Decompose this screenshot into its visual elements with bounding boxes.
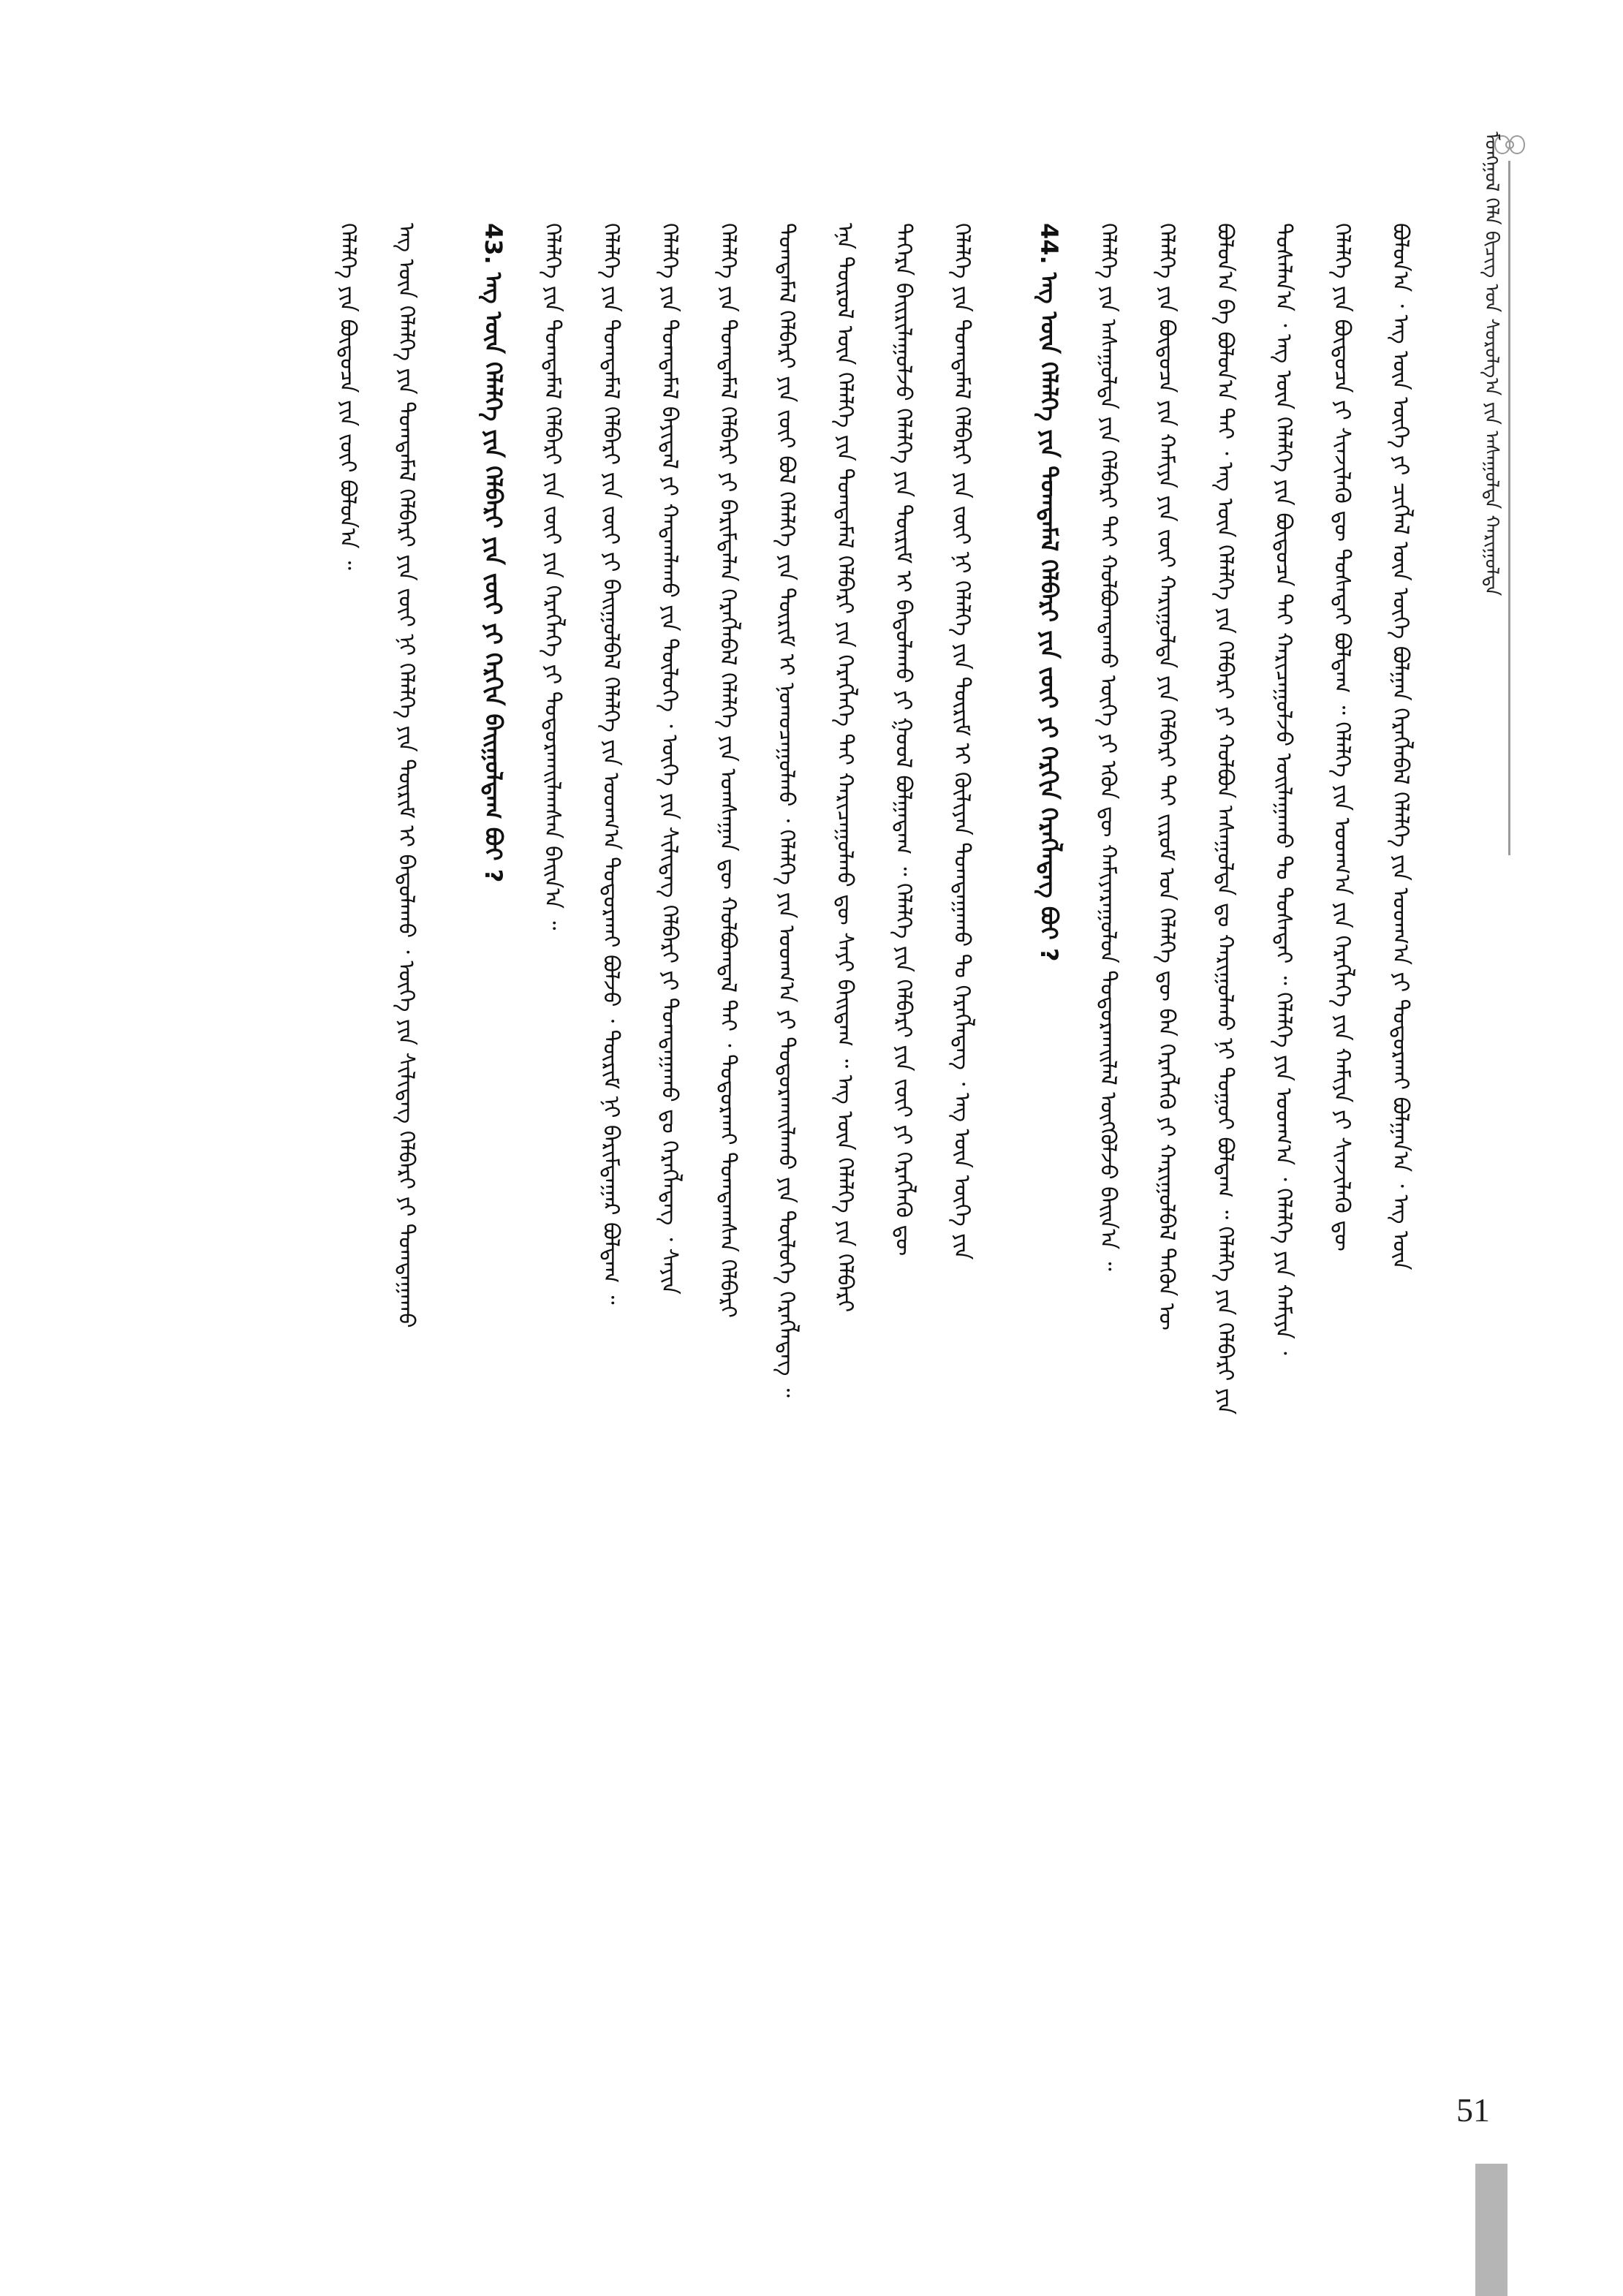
paragraph-line: ᠪᠣᠯᠤᠨ᠎ᠠ ᠂ ᠡᠩ ᠦᠨ ᠦᠭᠡ ᠶᠢ ᠴᠢᠭᠯᠡᠯ ᠦᠨ ᠦᠭᠡ ᠪᠣᠯᠭᠠᠨ ᠬᠡᠷᠡᠭᠯᠡᠪᠡᠯ ᠬᠡᠯᠡᠯᠭᠡ ᠶᠢᠨ ᠤᠳᠬ᠎ᠠ ᠶᠢ ᠲᠣᠳᠤᠷᠬᠠᠢ ᠪᠣᠯᠭᠠᠨ᠎ᠠ ᠂ ᠡᠩ ᠦᠨ xyxy=(1388,223,1413,1270)
paragraph-line: ᠬᠡᠯᠡᠯᠭᠡ ᠶᠢᠨ ᠲᠣᠭᠲᠠᠮᠠᠯ ᠬᠡᠯᠪᠡᠷᠢ ᠶᠢ ᠪᠠᠷᠢᠮᠲᠠᠯᠠᠨ ᠬᠡᠷᠡᠭᠯᠡᠪᠡᠯ ᠬᠡᠯᠡᠯᠭᠡ ᠶᠢᠨ ᠤᠭᠰᠠᠭᠠᠨ ᠳᠦ ᠬᠣᠯᠪᠣᠭᠳᠠᠯ ᠲᠡᠢ ᠂ ᠲᠣᠳᠤᠷᠬᠠᠢ ᠲᠣᠭᠲᠠᠭᠰᠠᠨ ᠬᠡᠯᠪᠡᠷᠢ xyxy=(715,223,741,1318)
paragraph-line: ᠬᠡᠯᠡᠯᠭᠡ ᠶᠢᠨ ᠪᠦᠲᠦᠴᠡ ᠶᠢᠨ ᠵᠦᠢ ᠪᠣᠯᠤᠨ᠎ᠠ ᠃ xyxy=(335,223,360,570)
spacer xyxy=(991,223,1020,2123)
paragraph-line: ᠬᠡᠯᠡᠯᠭᠡ ᠶᠢᠨ ᠲᠣᠭᠲᠠᠮᠠᠯ ᠬᠡᠯᠪᠡᠷᠢ ᠶᠢᠨ ᠵᠦᠢ ᠨᠢ ᠬᠡᠯᠡᠯᠭᠡ ᠶᠢᠨ ᠳᠦᠷᠢᠮ ᠢ ᠬᠦᠯᠢᠶᠡᠨ ᠲᠣᠭᠲᠠᠭᠠᠬᠤ ᠲᠤ ᠬᠡᠷᠡᠭᠯᠡᠳᠡᠭ ᠂ ᠡᠩ ᠦᠨ ᠦᠭᠡ ᠶᠢᠨ xyxy=(949,223,975,1260)
paragraph-line: ᠬᠡᠯᠡᠯᠭᠡ ᠶᠢᠨ ᠲᠣᠭᠲᠠᠮᠠᠯ ᠬᠡᠯᠪᠡᠷᠢ ᠶᠢᠨ ᠵᠦᠢ ᠶᠢ ᠪᠠᠢᠭᠤᠯᠪᠠᠯ ᠬᠡᠯᠡᠯᠭᠡ ᠶᠢᠨ ᠤᠳᠬ᠎ᠠ ᠲᠣᠳᠤᠷᠬᠠᠢ ᠪᠣᠯᠵᠤ ᠂ ᠳᠦᠷᠢᠮ ᠨᠢ ᠪᠠᠷᠢᠮᠲᠠᠭᠠᠷ ᠪᠣᠯᠳᠠᠭ ᠃ xyxy=(598,223,624,1305)
section-heading-43: 43. ᠡᠩ ᠦᠨ ᠬᠡᠯᠡᠯᠭᠡ ᠶᠢᠨ ᠬᠡᠯᠪᠡᠷᠢ ᠶᠢᠨ ᠵᠦᠢ ᠶᠢ ᠬᠡᠷᠬᠢᠨ ᠪᠠᠢᠭᠤᠯᠳᠠᠭ ᠪᠤᠢ ? xyxy=(480,223,507,883)
spacer xyxy=(435,223,464,2123)
paragraph-line: ᠪᠣᠯᠤᠨ᠎ᠠ ᠪᠠ ᠪᠣᠯᠤᠨ᠎ᠠ ᠲᠠᠢ ᠂ ᠡᠩ ᠦᠨ ᠬᠡᠯᠡᠯᠭᠡ ᠶᠢᠨ ᠬᠡᠯᠪᠡᠷᠢ ᠶᠢ ᠬᠣᠯᠪᠣᠨ ᠠᠰᠠᠭᠤᠯᠲᠠ ᠳᠤ ᠬᠠᠷᠢᠭᠤᠯᠬᠤ ᠨᠢ ᠳᠤᠭᠤᠢ ᠪᠣᠯᠳᠠᠭ ᠃ ᠬᠡᠯᠡᠯᠭᠡ ᠶᠢᠨ ᠬᠡᠯᠪᠡᠷᠢ ᠶᠢᠨ xyxy=(1212,223,1238,1415)
section-heading-44: 44. ᠡᠩ ᠦᠨ ᠬᠡᠯᠡᠯᠭᠡ ᠶᠢᠨ ᠲᠣᠭᠲᠠᠮᠠᠯ ᠬᠡᠯᠪᠡᠷᠢ ᠶᠢᠨ ᠵᠦᠢ ᠶᠢ ᠬᠡᠷᠬᠢᠨ ᠬᠡᠷᠡᠭᠯᠡᠳᠡᠭ ᠪᠤᠢ ? xyxy=(1035,223,1063,962)
paragraph-line: ᠬᠡᠯᠡᠯᠭᠡ ᠶᠢᠨ ᠲᠣᠭᠲᠠᠮᠠᠯ ᠪᠠᠶᠢᠳᠠᠯ ᠶᠢ ᠬᠠᠳᠠᠭᠯᠠᠬᠤ ᠶᠢᠨ ᠲᠥᠯᠥᠭᠡ ᠂ ᠦᠭᠡ ᠶᠢᠨ ᠰᠢᠯᠢᠳᠡᠭ ᠬᠡᠯᠪᠡᠷᠢ ᠶᠢ ᠲᠣᠭᠲᠠᠭᠠᠬᠤ ᠳᠤ ᠬᠡᠷᠡᠭᠯᠡᠳᠡᠭ ᠂ ᠰᠠᠶᠢᠨ xyxy=(657,223,682,1295)
text-block xyxy=(186,223,1429,2123)
paragraph-line: ᠬᠡᠯᠡᠯᠭᠡ ᠶᠢᠨ ᠪᠦᠲᠦᠴᠡ ᠶᠢ ᠰᠢᠨᠵᠢᠯᠡᠬᠦ ᠳᠦ ᠲᠤᠰᠠᠲᠠᠢ ᠪᠣᠯᠳᠠᠭ ᠃ ᠬᠡᠯᠡᠯᠭᠡ ᠶᠢᠨ ᠤᠳᠬ᠎ᠠ ᠶᠢᠨ ᠬᠡᠷᠡᠭᠯᠡᠭᠡ ᠶᠢᠨ ᠬᠠᠮᠢᠶᠠ ᠶᠢ ᠰᠢᠨᠵᠢᠯᠡᠬᠦ ᠳᠦ xyxy=(1329,223,1355,1251)
paragraph-line: ᠬᠡᠯᠡᠯᠭᠡ ᠶᠢᠨ ᠲᠣᠭᠲᠠᠮᠠᠯ ᠬᠡᠯᠪᠡᠷᠢ ᠶᠢᠨ ᠵᠦᠢ ᠶᠢᠨ ᠬᠡᠷᠡᠭᠯᠡᠭᠡ ᠶᠢ ᠲᠣᠳᠤᠷᠬᠠᠢᠯᠠᠭᠰᠠᠨ ᠪᠠᠢᠨ᠎ᠠ ᠃ xyxy=(540,223,565,931)
paragraph-line: ᠳᠡᠭᠡᠷᠡ ᠪᠠᠢᠷᠢᠯᠠᠭᠤᠯᠵᠤ ᠬᠡᠯᠡᠯᠭᠡ ᠶᠢᠨ ᠳᠦᠷᠢᠮ ᠢ ᠪᠠᠲᠤᠯᠠᠬᠤ ᠶᠢ ᠭᠣᠣᠯ ᠪᠣᠯᠭᠠᠳᠠᠭ ᠃ ᠬᠡᠯᠡᠯᠭᠡ ᠶᠢᠨ ᠬᠡᠯᠪᠡᠷᠢ ᠶᠢᠨ ᠵᠦᠢ ᠶᠢ ᠬᠡᠷᠡᠭᠯᠡᠬᠦ ᠳᠦ xyxy=(890,223,916,1256)
paragraph-line: ᠬᠡᠯᠡᠯᠭᠡ ᠶᠢᠨ ᠪᠦᠲᠦᠴᠡ ᠶᠢᠨ ᠬᠠᠮᠢᠶᠠ ᠶᠢᠨ ᠵᠦᠢ ᠬᠠᠷᠢᠭᠤᠯᠲᠠ ᠶᠢᠨ ᠬᠡᠯᠪᠡᠷᠢ ᠲᠡᠢ ᠵᠢᠷᠤᠮ ᠤᠨ ᠬᠡᠯᠡᠯᠭᠡ ᠳᠦ ᠪᠡᠨ ᠬᠡᠷᠡᠭᠯᠡᠬᠦ ᠶᠢ ᠬᠠᠷᠢᠭᠤᠯᠪᠠᠯ ᠲᠡᠭᠦᠨ ᠦ xyxy=(1154,223,1179,1330)
side-tab xyxy=(1475,2164,1507,2296)
paragraph-line: ᠡᠩ ᠦᠨ ᠬᠡᠯᠡᠯᠭᠡ ᠶᠢᠨ ᠲᠣᠭᠲᠠᠮᠠᠯ ᠬᠡᠯᠪᠡᠷᠢ ᠶᠢᠨ ᠵᠦᠢ ᠨᠢ ᠬᠡᠯᠡᠯᠭᠡ ᠶᠢᠨ ᠳᠦᠷᠢᠮ ᠢ ᠪᠠᠲᠤᠯᠠᠬᠤ ᠂ ᠦᠭᠡ ᠶᠢᠨ ᠰᠢᠯᠢᠳᠡᠭ ᠬᠡᠯᠪᠡᠷᠢ ᠶᠢ ᠲᠣᠭᠲᠠᠭᠠᠬᠤ xyxy=(393,223,419,1328)
page-number: 51 xyxy=(1456,2091,1490,2129)
running-header: ᠮᠣᠩᠭᠣᠯ ᠬᠡᠯᠡ ᠪᠢᠴᠢᠭ᠌ ᠤᠨ ᠰᠤᠷᠤᠯᠭ᠎ᠠ ᠶᠢᠨ ᠠᠰᠠᠭᠤᠯᠲᠠ ᠬᠠᠷᠢᠭᠤᠯᠲᠠ xyxy=(1480,132,1502,596)
paragraph-line: ᠲᠤᠰᠠᠯᠠᠨ᠎ᠠ ᠂ ᠡᠩ ᠦᠨ ᠬᠡᠯᠡᠯᠭᠡ ᠶᠢᠨ ᠪᠦᠲᠦᠴᠡ ᠲᠠᠢ ᠬᠠᠷᠢᠴᠠᠭᠤᠯᠵᠤ ᠣᠢᠯᠠᠭᠠᠬᠤ ᠲᠤ ᠲᠤᠰᠠᠲᠠᠢ ᠃ ᠬᠡᠯᠡᠯᠭᠡ ᠶᠢᠨ ᠤᠳᠬ᠎ᠠ ᠂ ᠬᠡᠯᠡᠯᠭᠡ ᠶᠢᠨ ᠬᠠᠮᠢᠶᠠ ᠂ xyxy=(1271,223,1296,1355)
paragraph-line: ᠬᠡᠯᠡᠯᠭᠡ ᠶᠢᠨ ᠠᠰᠠᠭᠤᠯᠲᠠ ᠶᠢᠨ ᠬᠡᠯᠪᠡᠷᠢ ᠲᠡᠢ ᠬᠣᠯᠪᠣᠭᠳᠠᠬᠤ ᠦᠭᠡ ᠶᠢ ᠡᠭᠦᠨ ᠳᠦ ᠬᠠᠮᠢᠶᠠᠷᠠᠭᠤᠯᠤᠨ ᠲᠣᠳᠤᠷᠬᠠᠢᠯᠠᠯ ᠦᠭᠭᠦᠯᠵᠦ ᠪᠠᠢᠨ᠎ᠠ ᠃ xyxy=(1095,223,1121,1271)
paragraph-line: ᠲᠣᠭᠲᠠᠮᠠᠯ ᠬᠡᠯᠪᠡᠷᠢ ᠶᠢᠨ ᠵᠦᠢ ᠪᠣᠯ ᠬᠡᠯᠡᠯᠭᠡ ᠶᠢᠨ ᠳᠦᠷᠢᠮ ᠢ ᠨᠣᠬᠣᠴᠠᠭᠤᠯᠬᠤ ᠂ ᠬᠡᠯᠡᠯᠭᠡ ᠶᠢᠨ ᠤᠳᠬ᠎ᠠ ᠶᠢ ᠲᠣᠳᠤᠷᠬᠠᠢᠯᠠᠬᠤ ᠶᠢᠨ ᠲᠥᠯᠥᠭᠡ ᠬᠡᠷᠡᠭᠯᠡᠳᠡᠭ ᠃ xyxy=(773,223,799,1398)
paragraph-line: ᠡᠨᠡ ᠲᠥᠷᠥᠯ ᠦᠨ ᠬᠡᠯᠡᠯᠭᠡ ᠶᠢᠨ ᠲᠣᠭᠲᠠᠮᠠᠯ ᠬᠡᠯᠪᠡᠷᠢ ᠶᠢᠨ ᠬᠡᠷᠡᠭᠯᠡᠭᠡ ᠲᠡᠢ ᠬᠠᠷᠢᠴᠠᠭᠤᠯᠬᠤ ᠳᠦ ᠰᠠᠶᠢ ᠪᠠᠢᠳᠠᠭ ᠃ ᠡᠩ ᠦᠨ ᠬᠡᠯᠡᠯᠭᠡ ᠶᠢᠨ ᠬᠡᠯᠪᠡᠷᠢ xyxy=(832,223,858,1313)
